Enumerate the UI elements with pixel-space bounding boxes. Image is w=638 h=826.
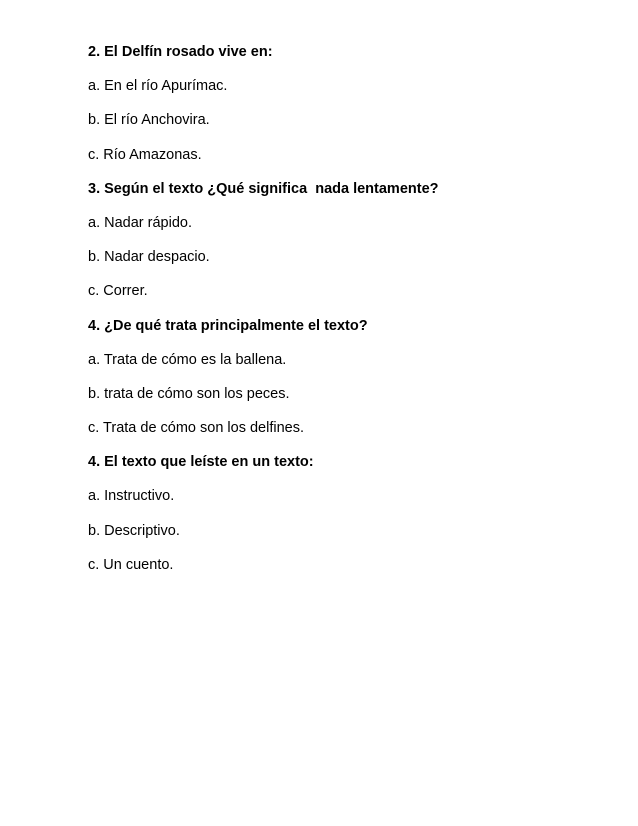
answer-option-c: c. Correr. — [88, 283, 148, 300]
question-title: 4. El texto que leíste en un texto: — [88, 454, 314, 471]
question-3 — [88, 179, 608, 316]
question-2 — [88, 42, 608, 179]
question-title: 4. ¿De qué trata principalmente el texto? — [88, 317, 368, 334]
answer-option-b: b. Nadar despacio. — [88, 249, 210, 266]
answer-option-c: c. Río Amazonas. — [88, 146, 202, 163]
answer-option-c: c. Trata de cómo son los delfines. — [88, 420, 304, 437]
answer-option-a: a. En el río Apurímac. — [88, 78, 228, 95]
question-title: 3. Según el texto ¿Qué significa nada lentamente? — [88, 180, 439, 197]
question-4 — [88, 316, 608, 453]
question-title: 2. El Delfín rosado vive en: — [88, 44, 273, 60]
answer-option-a: a. Trata de cómo es la ballena. — [88, 351, 287, 368]
answer-option-b: b. El río Anchovira. — [88, 112, 210, 129]
answer-option-b: b. Descriptivo. — [88, 522, 180, 539]
answer-option-a: a. Instructivo. — [88, 488, 175, 505]
question-4-text-type — [88, 452, 608, 589]
answer-option-c: c. Un cuento. — [88, 556, 174, 573]
answer-option-a: a. Nadar rápido. — [88, 214, 192, 231]
answer-option-b: b. trata de cómo son los peces. — [88, 385, 290, 402]
question-list — [88, 42, 608, 589]
